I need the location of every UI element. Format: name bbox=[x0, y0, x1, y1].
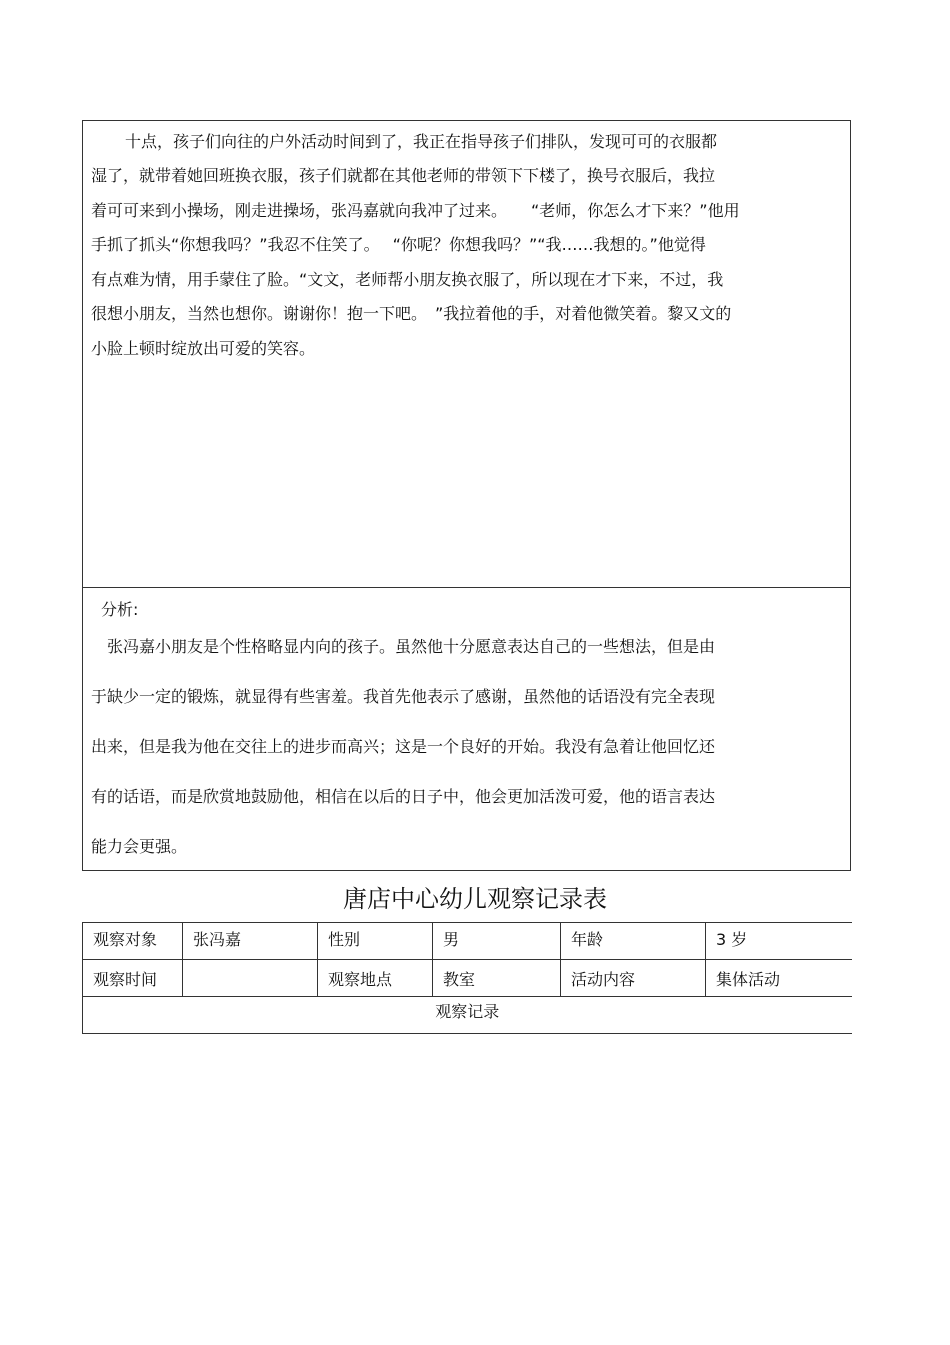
record-line: 很想小朋友，当然也想你。谢谢你！抱一下吧。 ”我拉着他的手，对着他微笑着。黎又文的 bbox=[91, 304, 732, 323]
record-line: 手抓了抓头“你想我吗？”我忍不住笑了。 “你呢？你想我吗？”“我……我想的。”他觉得 bbox=[91, 235, 706, 254]
analysis-line: 有的话语，而是欣赏地鼓励他，相信在以后的日子中，他会更加活泼可爱，他的语言表达 bbox=[91, 787, 716, 806]
location-value: 教室 bbox=[433, 960, 561, 997]
table-row bbox=[83, 960, 852, 997]
time-label: 观察时间 bbox=[83, 960, 183, 997]
gender-label: 性别 bbox=[318, 923, 433, 960]
analysis-line: 出来，但是我为他在交往上的进步而高兴；这是一个良好的开始。我没有急着让他回忆还 bbox=[91, 737, 716, 756]
subject-value: 张冯嘉 bbox=[183, 923, 318, 960]
subject-label: 观察对象 bbox=[83, 923, 183, 960]
observation-record-box bbox=[82, 120, 851, 588]
analysis-box bbox=[82, 587, 851, 871]
analysis-line: 能力会更强。 bbox=[91, 837, 188, 856]
analysis-label: 分析: bbox=[101, 600, 139, 619]
age-value: 3 岁 bbox=[706, 923, 852, 960]
table-row bbox=[83, 923, 852, 960]
analysis-line: 于缺少一定的锻炼，就显得有些害羞。我首先他表示了感谢，虽然他的话语没有完全表现 bbox=[91, 687, 716, 706]
activity-label: 活动内容 bbox=[561, 960, 706, 997]
age-label: 年龄 bbox=[561, 923, 706, 960]
gender-value: 男 bbox=[433, 923, 561, 960]
record-line: 着可可来到小操场，刚走进操场，张冯嘉就向我冲了过来。 “老师，你怎么才下来？”他用 bbox=[91, 201, 740, 220]
record-line: 有点难为情，用手蒙住了脸。“文文，老师帮小朋友换衣服了，所以现在才下来，不过，我 bbox=[91, 270, 724, 289]
time-value bbox=[183, 960, 318, 997]
table-row bbox=[83, 997, 852, 1034]
record-line: 小脸上顿时绽放出可爱的笑容。 bbox=[91, 339, 316, 358]
record-label: 观察记录 bbox=[83, 997, 852, 1034]
analysis-line: 张冯嘉小朋友是个性格略显内向的孩子。虽然他十分愿意表达自己的一些想法，但是由 bbox=[91, 637, 716, 656]
form-title: 唐店中心幼儿观察记录表 bbox=[343, 885, 607, 913]
activity-value: 集体活动 bbox=[706, 960, 852, 997]
observation-info-table bbox=[82, 922, 852, 1034]
record-line: 十点，孩子们向往的户外活动时间到了，我正在指导孩子们排队，发现可可的衣服都 bbox=[93, 132, 718, 151]
record-line: 湿了，就带着她回班换衣服，孩子们就都在其他老师的带领下下楼了，换号衣服后，我拉 bbox=[91, 166, 716, 185]
location-label: 观察地点 bbox=[318, 960, 433, 997]
